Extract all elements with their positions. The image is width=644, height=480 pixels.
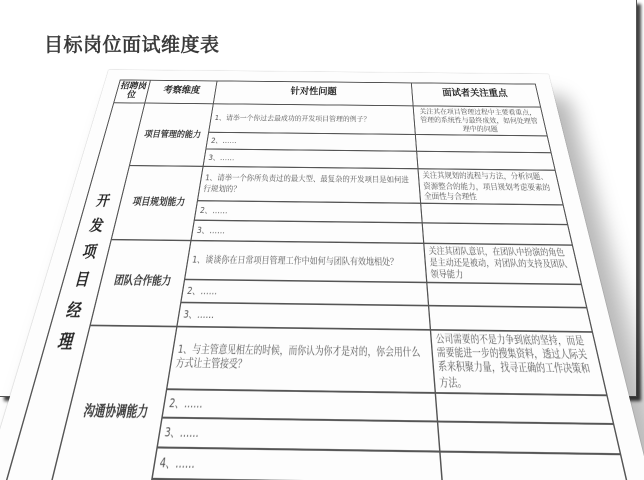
focus-cell-empty <box>417 152 556 171</box>
question-cell: 1、与主管意见相左的时候，而你认为你才是对的，你会用什么方式让主管接受？ <box>167 327 435 392</box>
question-cell: 3、…… <box>191 220 424 243</box>
interview-dimension-table <box>0 79 636 480</box>
dimension-cell: 团队合作能力 <box>90 239 191 327</box>
question-cell: 2、…… <box>206 133 417 152</box>
table-row <box>64 239 581 285</box>
post-name: 开发项目经理 <box>55 192 112 353</box>
question-cell: 1、谈谈你在日常项目管理工作中如何与团队有效地相处？ <box>185 240 427 282</box>
table-row <box>86 166 563 205</box>
focus-cell-empty <box>427 283 587 308</box>
question-cell: 2、…… <box>194 200 422 222</box>
question-cell: 4、…… <box>152 447 442 480</box>
header-focus: 面试者关注重点 <box>411 83 540 107</box>
question-cell: 2、…… <box>162 389 437 421</box>
header-post: 招聘岗位 <box>114 80 151 103</box>
focus-cell: 关注其团队意识，在团队中扮演的角色是主动还是被动，对团队的支持及团队领导能力 <box>424 243 582 285</box>
question-cell: 1、请举一个你所负责过的最大型、最复杂的开发项目是如何进行规划的？ <box>198 167 421 203</box>
focus-cell-empty <box>422 223 572 245</box>
header-dimension: 考察维度 <box>145 80 217 104</box>
focus-cell-empty <box>440 451 628 480</box>
focus-cell-empty <box>429 306 593 332</box>
focus-cell: 关注其规划的流程与方法，分析问题、资源整合的能力，项目规划考虑要素的全面性与合理性 <box>418 169 563 204</box>
focus-cell-empty <box>435 392 613 423</box>
question-cell: 2、…… <box>181 280 429 306</box>
question-cell: 3、…… <box>157 417 440 451</box>
dimension-cell: 项目管理的能力 <box>129 103 213 167</box>
focus-cell-empty <box>421 203 568 224</box>
focus-cell: 公司需要的不是力争到底的坚持，而是需要能进一步的搜集资料，透过人际关系来积聚力量，找寻正确的工作决策和方法。 <box>430 330 606 395</box>
question-cell: 3、…… <box>177 303 431 330</box>
focus-cell-empty <box>415 135 551 153</box>
dimension-cell: 项目规划能力 <box>111 166 203 240</box>
question-cell: 1、请举一个你过去最成功的开发项目管理的例子？ <box>209 104 416 135</box>
focus-cell: 关注其在项目管理过程中主要看重点，管理的系统性与最终成效，如何处理管理中的问题 <box>413 106 547 136</box>
header-questions: 针对性问题 <box>213 81 413 106</box>
table-row <box>106 103 548 137</box>
paper-sheet <box>0 70 644 480</box>
table-row <box>33 325 607 395</box>
question-cell: 3、…… <box>203 149 418 169</box>
focus-cell-empty <box>437 421 620 454</box>
slide-title: 目标岗位面试维度表 <box>44 34 220 56</box>
dimension-cell: 沟通协调能力 <box>45 326 177 480</box>
